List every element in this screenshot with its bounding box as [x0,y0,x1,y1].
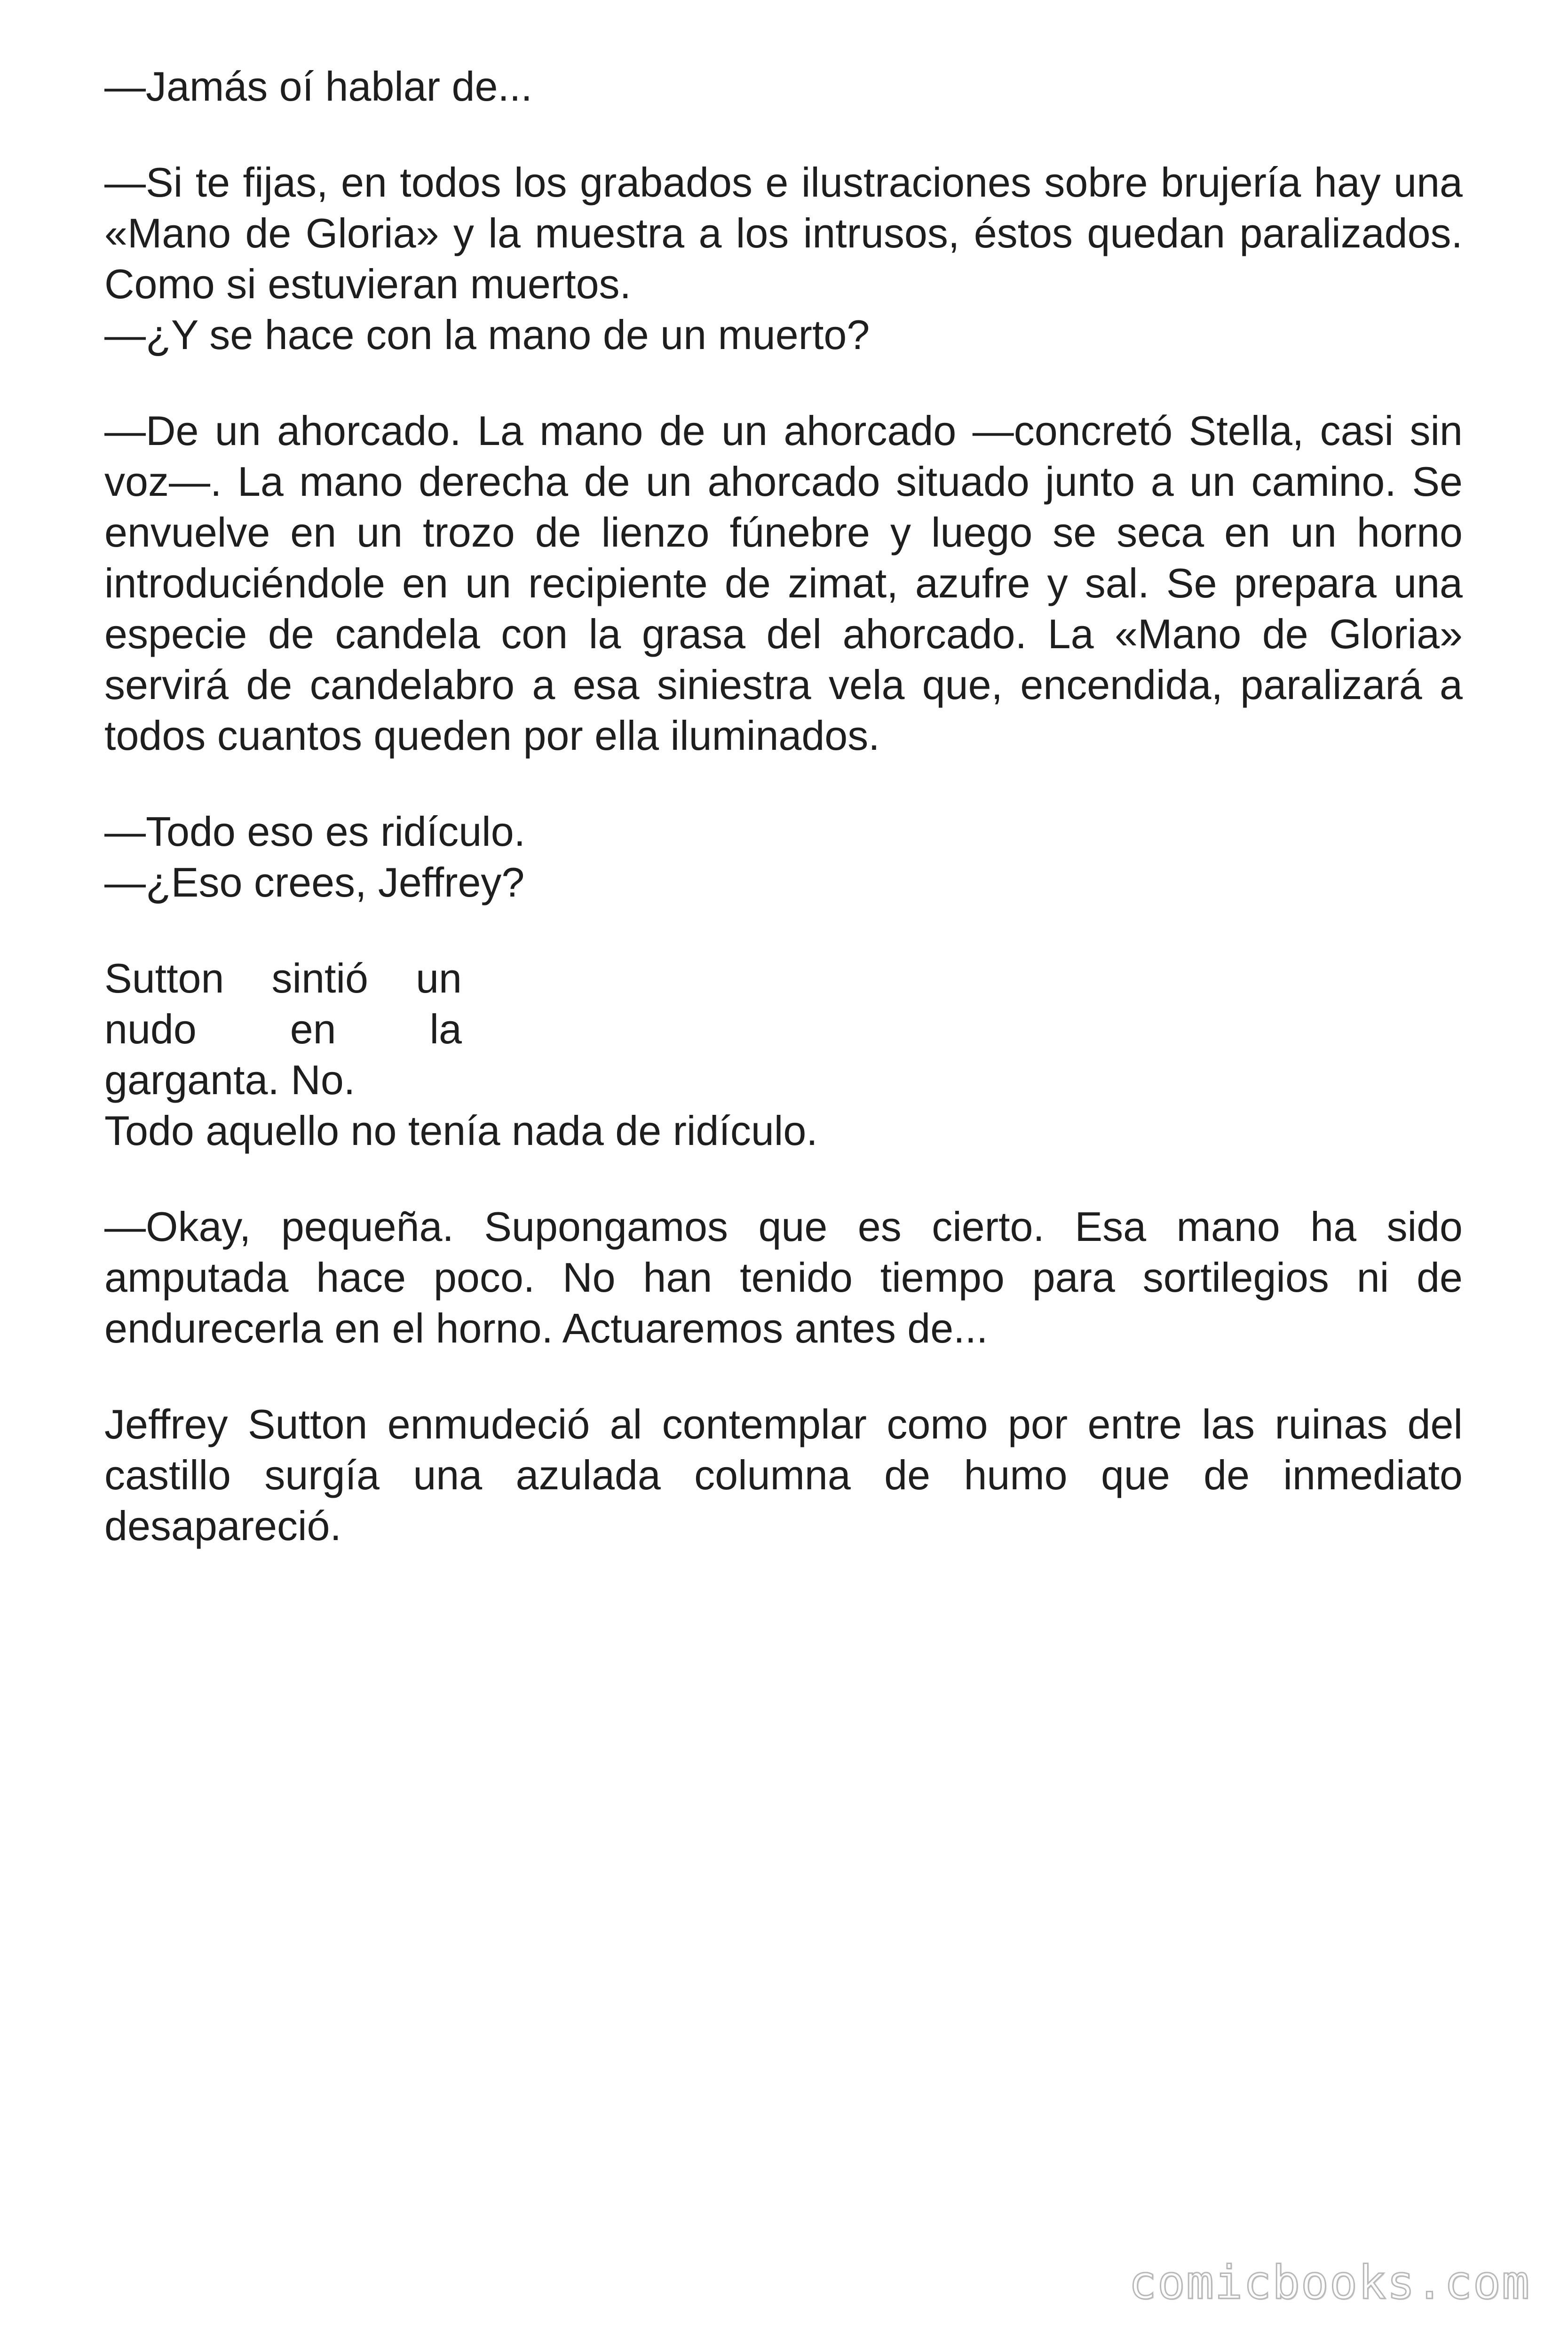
narrow-line-1: Sutton sintió un [104,955,462,1001]
paragraph-9: Jeffrey Sutton enmudeció al contemplar como por entre las ruinas del castillo surgía una azulada columna de humo que de inmediato desapareció. [104,1401,1463,1549]
paragraph-2: —Si te fijas, en todos los grabados e ilustraciones sobre brujería hay una «Mano de Gloria» y la muestra a los intrusos, éstos quedan paralizados. Como si estuvieran muertos. [104,159,1463,307]
paragraph-5: —Todo eso es ridículo. [104,808,526,855]
paragraph-1: —Jamás oí hablar de... [104,63,532,110]
narrow-paragraph [104,953,462,1105]
paragraph-4: —De un ahorcado. La mano de un ahorcado —concretó Stella, casi sin voz—. La mano derecha de un ahorcado situado junto a un camino. Se envuelve en un trozo de lienzo fúnebre y luego se seca en un horno introduciéndole en un recipiente de zimat, azufre y sal. Se prepara una especie de candela con la grasa del ahorcado. La «Mano de Gloria» servirá de candelabro a esa siniestra vela que, encendida, paralizará a todos cuantos queden por ella iluminados. [104,407,1463,759]
paragraph-6: —¿Eso crees, Jeffrey? [104,859,525,906]
paragraph-3: —¿Y se hace con la mano de un muerto? [104,311,870,358]
paragraph-7: Todo aquello no tenía nada de ridículo. [104,1107,818,1154]
watermark: comicbooks.com [1128,2256,1530,2310]
document-page [104,61,1463,1551]
narrow-line-2: nudo en la [104,1006,462,1052]
narrow-line-3: garganta. No. [104,1057,356,1103]
paragraph-8: —Okay, pequeña. Supongamos que es cierto. Esa mano ha sido amputada hace poco. No han tenido tiempo para sortilegios ni de endurecerla en el horno. Actuaremos antes de... [104,1203,1463,1351]
